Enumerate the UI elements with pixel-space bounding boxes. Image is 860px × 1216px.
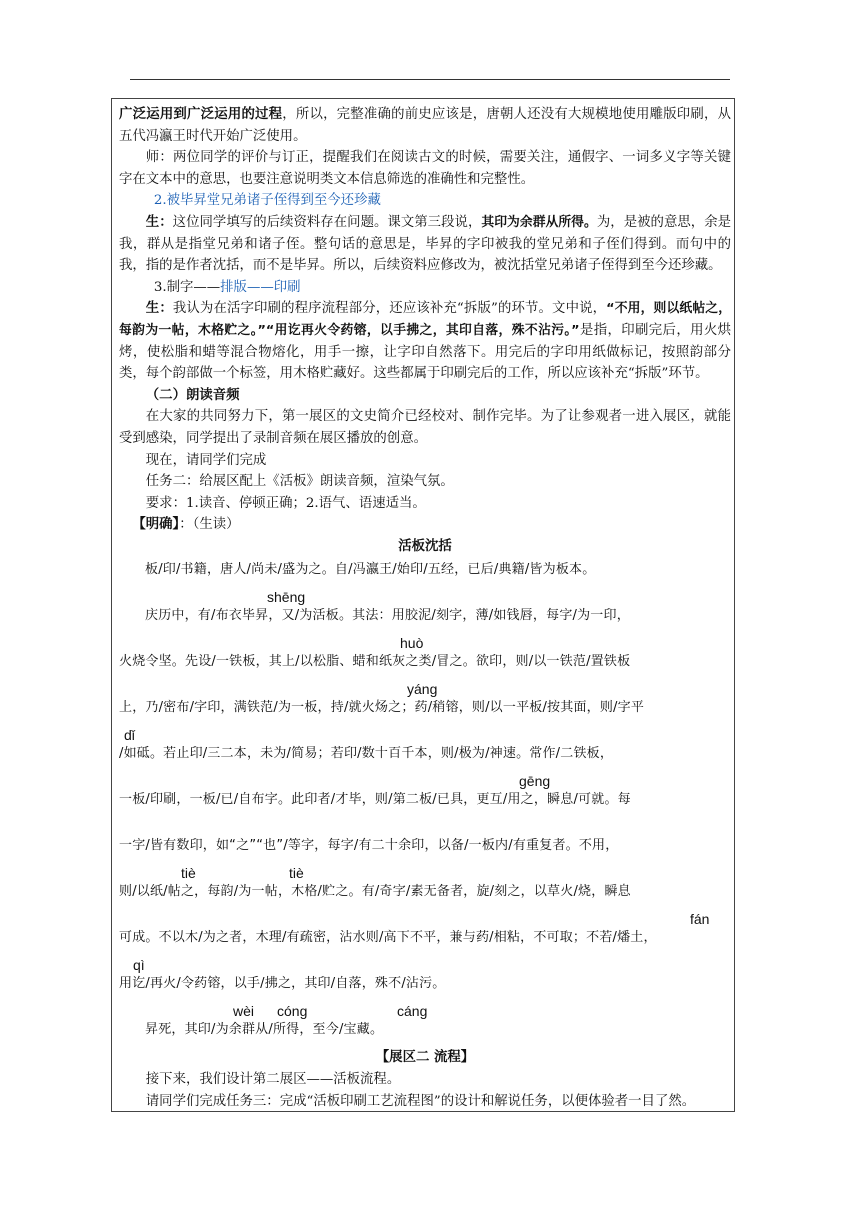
poem-line: 板/印/书籍，唐人/尚未/盛为之。自/冯瀛王/始印/五经，已后/典籍/皆为板本。 [145, 562, 596, 578]
clarify-label: 【明确】 [132, 516, 180, 533]
speaker-label: 生： [145, 300, 173, 317]
poem-line: 昇死，其印/为余群从/所得，至今/宝藏。 [145, 1022, 384, 1038]
paragraph-student-3 [119, 298, 731, 384]
paragraph-now: 现在，请同学们完成 [145, 452, 267, 468]
paragraph-text: ，所以，完整准确的前史应该是，唐朝人还没有大规模地使用雕版印刷，从五代冯瀛王时代开始广泛使用。 [119, 107, 732, 144]
paragraph-text: 这位同学填写的后续资料存在问题。课文第三段说， [172, 214, 482, 230]
poem-line: 上，乃/密布/字印，满铁范/为一板，持/就火炀之；药/稍镕，则/以一平板/按其面，则/字平 [119, 700, 645, 716]
section-heading-text: 【展区二 流程】 [375, 1049, 475, 1066]
pinyin-annotation: yáng [407, 681, 438, 698]
poem-line: 可成。不以木/为之者，木理/有疏密，沾水则/高下不平，兼与药/相粘，不可取；不若/燔土， [119, 930, 657, 946]
poem-line: 一板/印刷，一板/已/自布字。此印者/才毕，则/第二板/已具，更互/用之，瞬息/可就。每 [119, 792, 631, 808]
paragraph-history-conclusion [119, 104, 731, 147]
poem-text [119, 559, 731, 1045]
speaker-label: 生： [145, 213, 173, 230]
paragraph-exhibit-2-intro: 接下来，我们设计第二展区——活板流程。 [145, 1072, 401, 1088]
header-rule [130, 79, 730, 80]
paragraph-text: 我认为在活字印刷的程序流程部分，还应该补充“拆版”的环节。文中说， [172, 301, 607, 317]
poem-line: 则/以纸/帖之，每韵/为一帖，木格/贮之。有/奇字/素无备者，旋/刻之，以草火/烧，瞬息 [119, 884, 631, 900]
pinyin-row [119, 815, 731, 835]
poem-line: 庆历中，有/布衣毕昇，又/为活板。其法：用胶泥/刻字，薄/如钱唇，每字/为一印， [145, 608, 630, 624]
pinyin-annotation: dǐ [124, 727, 135, 744]
poem-line: 用讫/再火/令药镕，以手/拂之，其印/自落，殊不/沾污。 [119, 976, 446, 992]
pinyin-row [119, 631, 731, 651]
emphasis-text: 广泛运用到广泛运用的过程 [119, 106, 283, 122]
pinyin-row [119, 677, 731, 697]
pinyin-annotation: huò [400, 635, 424, 652]
paragraph-teacher-comment: 师：两位同学的评价与订正，提醒我们在阅读古文的时候，需要关注，通假字、一词多义字等关键字在文本中的意思，也要注意说明类文本信息筛选的准确性和完整性。 [119, 150, 731, 187]
poem-line: 一字/皆有数印，如“之”“也”/等字，每字/有二十余印，以备/一板内/有重复者。不用， [119, 838, 619, 854]
heading-text: 3.制字—— [153, 279, 221, 295]
paragraph-task-2: 任务二：给展区配上《活板》朗读音频，渲染气氛。 [145, 474, 454, 490]
paragraph-text: 为，是被的意思，余是我，群从是指堂兄弟和诸子侄。整句话的意思是，毕昇的字印被我的堂兄弟和子侄们得到。而句中的我，指的是作者沈括，而不是毕昇。所以，后续资料应修改为，被沈括堂兄弟诸子侄得到至今还珍藏。 [119, 214, 732, 274]
pinyin-row [119, 953, 731, 973]
pinyin-annotation: cóng [277, 1003, 308, 1020]
section-heading-text: （二）朗读音频 [145, 386, 240, 403]
paragraph-student-2 [119, 212, 731, 277]
section-heading-audio [119, 385, 731, 407]
pinyin-annotation: shēng [267, 589, 306, 606]
poem-line: 火烧令坚。先设/一铁板，其上/以松脂、蜡和纸灰之类/冒之。欲印，则/以一铁范/置铁板 [119, 654, 631, 670]
pinyin-row [119, 723, 731, 743]
clarify-text: ：（生读） [179, 517, 240, 533]
poem-title [119, 536, 731, 558]
paragraph-audio-intro: 在大家的共同努力下，第一展区的文史简介已经校对、制作完毕。为了让参观者一进入展区，就能受到感染，同学提出了录制音频在展区播放的创意。 [119, 409, 731, 446]
pinyin-annotation: gēng [519, 773, 551, 790]
heading-point-3 [119, 277, 731, 299]
paragraph-text: 是指，印刷完后，用火烘烤，使松脂和蜡等混合物熔化，用手一擦，让字印自然落下。用完后的字印用纸做标记，按照韵部分类，每个韵部做一个标签，用木格贮藏好。这些都属于印刷完后的工作，所以应该补充“拆版”环节。 [119, 322, 731, 382]
pinyin-annotation: fán [690, 911, 710, 928]
pinyin-annotation: cáng [397, 1003, 428, 1020]
pinyin-annotation: tiè [181, 865, 196, 882]
poem-line: /如砥。若止印/三二本，未为/简易；若印/数十百千本，则/极为/神速。常作/二铁板， [119, 746, 614, 762]
pinyin-row [119, 585, 731, 605]
quote-text: “不用，则以纸帖之，每韵为一帖，木格贮之。”“用讫再火令药镕，以手拂之，其印自落，殊不沾污。” [119, 301, 731, 338]
pinyin-annotation: qì [133, 957, 145, 974]
pinyin-annotation: wèi [233, 1003, 255, 1020]
pinyin-annotation: tiè [289, 865, 304, 882]
pinyin-row [119, 769, 731, 789]
heading-point-2: 2.被毕昇堂兄弟诸子侄得到至今还珍藏 [153, 193, 381, 209]
heading-highlight: 排版——印刷 [220, 279, 301, 295]
quote-text: 其印为余群从所得。 [481, 214, 597, 230]
poem-title-text: 活板沈括 [398, 537, 452, 554]
pinyin-row [119, 861, 731, 881]
pinyin-row [119, 907, 731, 927]
paragraph-requirements: 要求：1.读音、停顿正确；2.语气、语速适当。 [145, 495, 426, 511]
paragraph-task-3: 请同学们完成任务三：完成“活板印刷工艺流程图”的设计和解说任务，以便体验者一目了然。 [145, 1093, 696, 1109]
paragraph-clarify [119, 514, 731, 536]
pinyin-row [119, 999, 731, 1019]
lesson-content [119, 104, 731, 1112]
section-heading-exhibit-2 [119, 1047, 731, 1069]
